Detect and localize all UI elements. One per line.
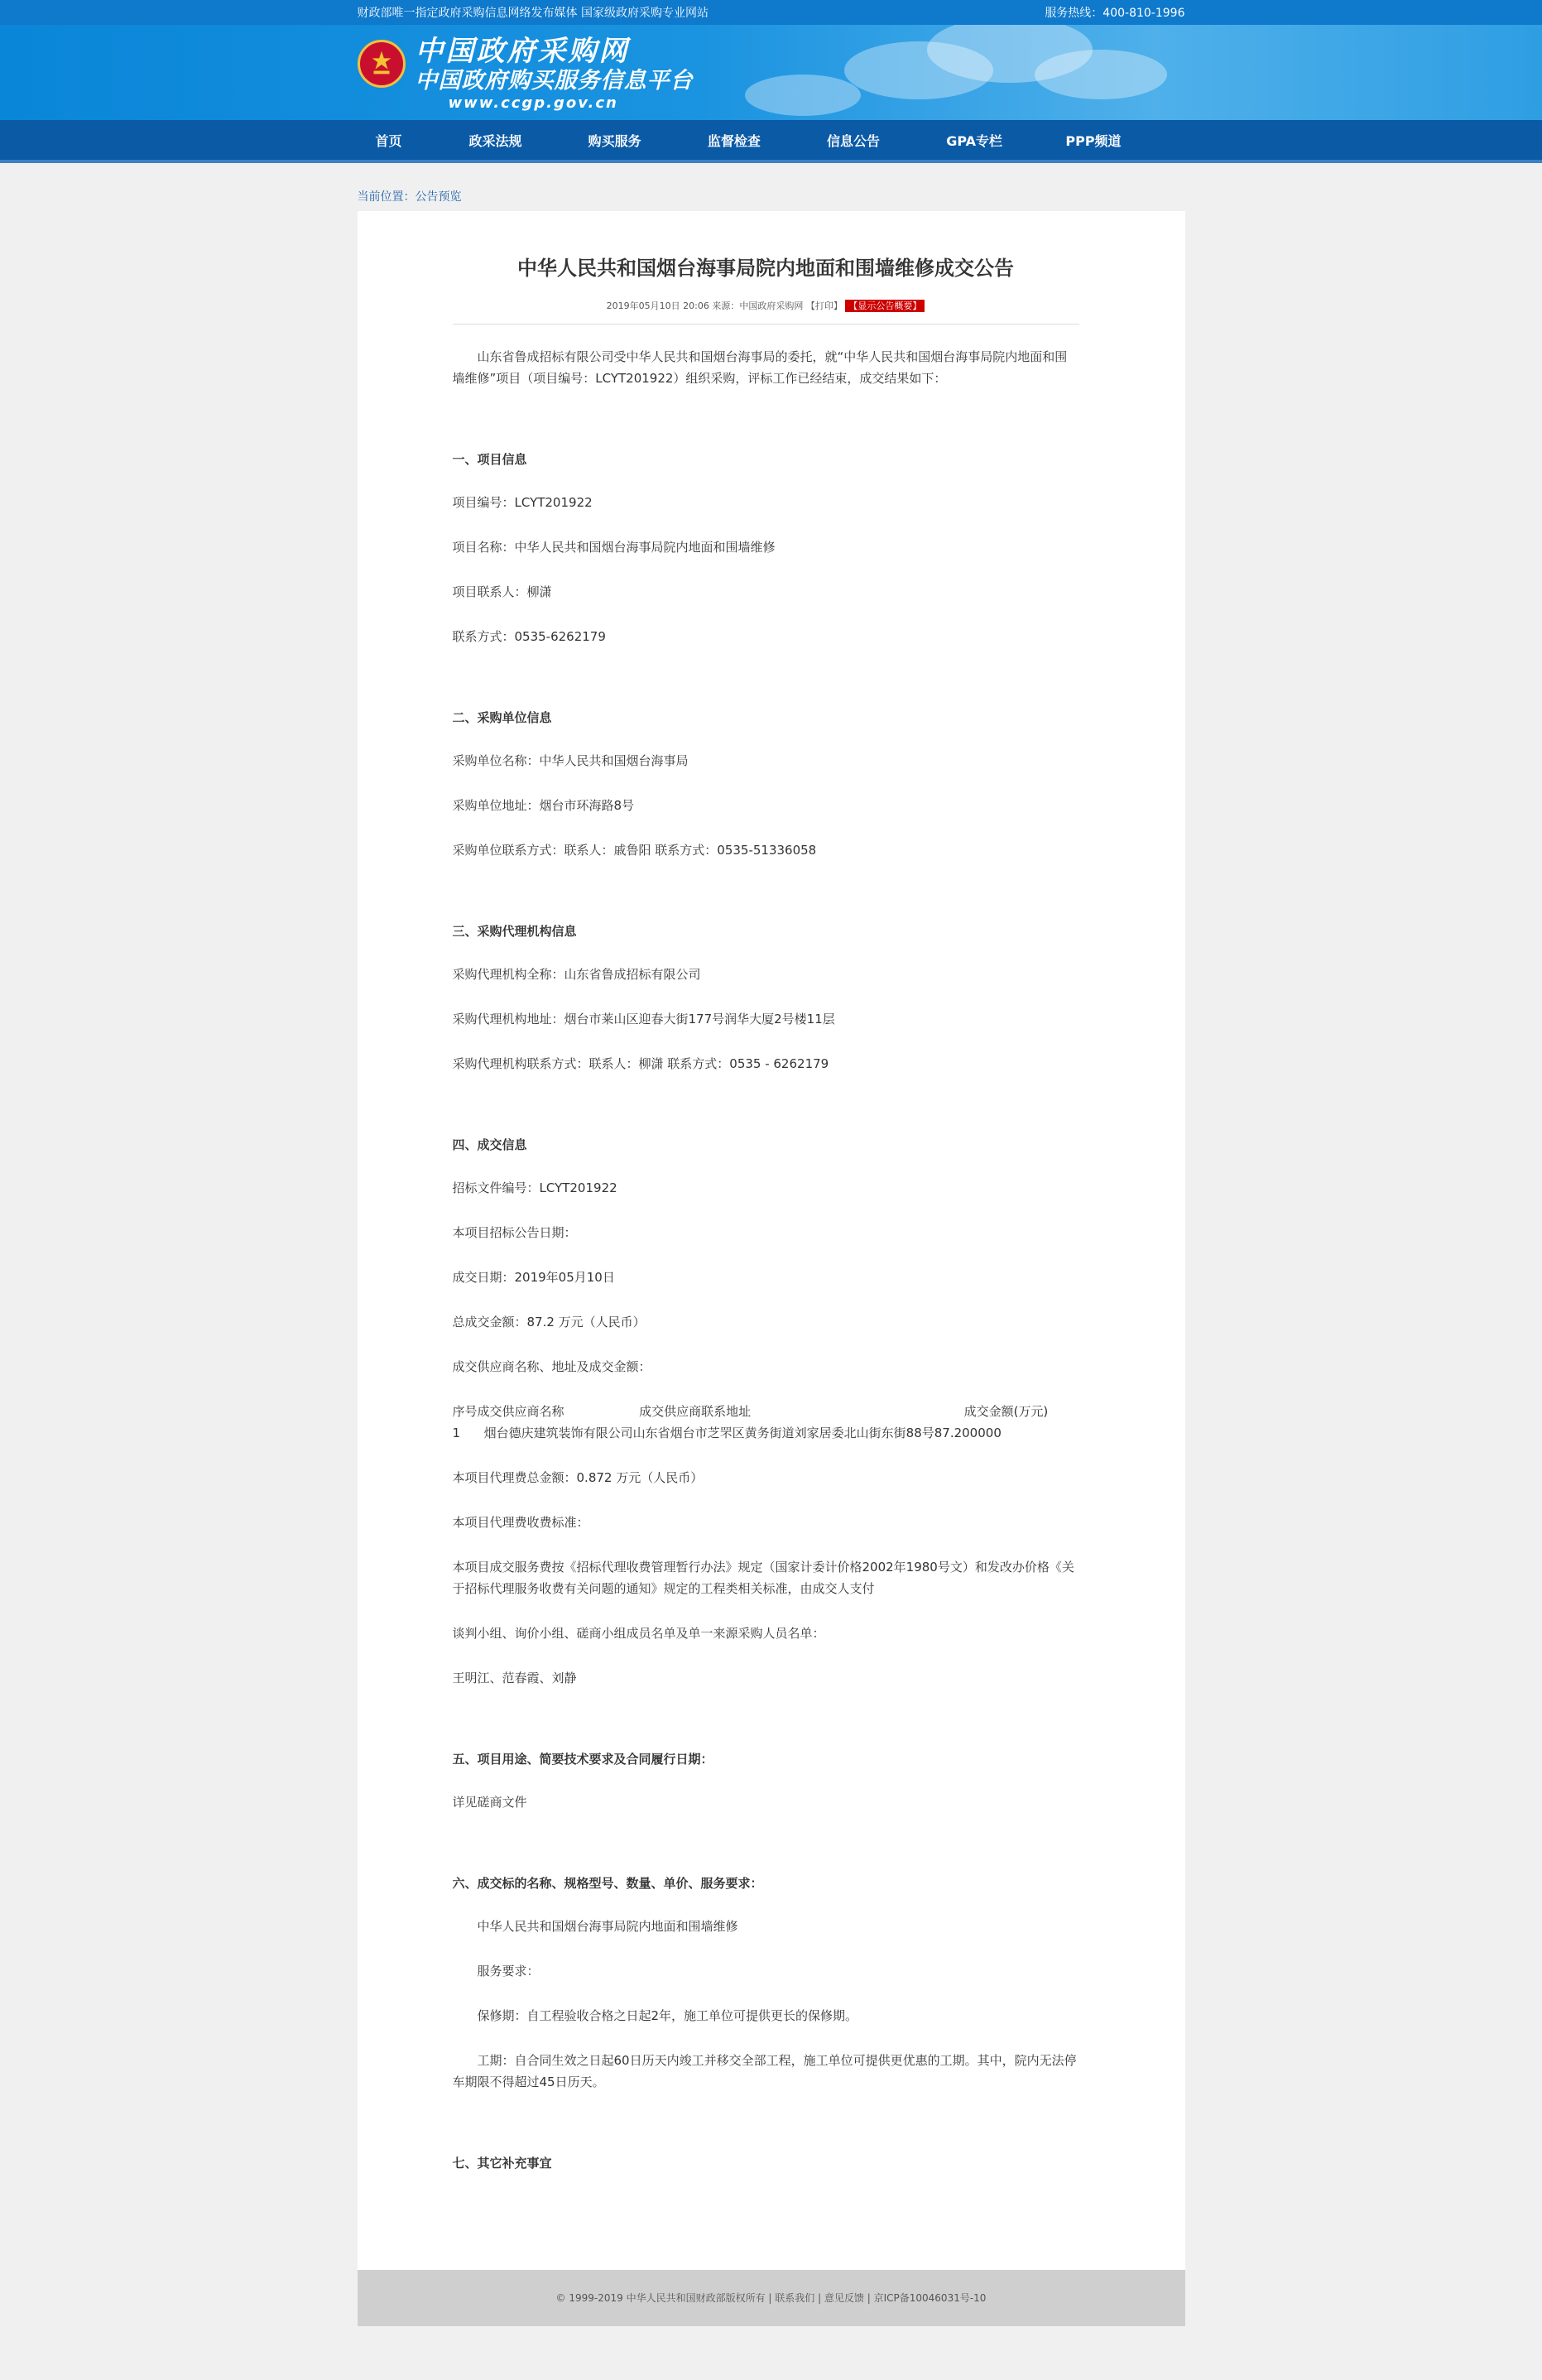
logo-title: 中国政府采购网 xyxy=(415,35,630,68)
body-line: 成交供应商名称、地址及成交金额： xyxy=(452,1359,651,1374)
body-line: 本项目成交服务费按《招标代理收费管理暂行办法》规定（国家计委计价格2002年1980号文）和发改办价格《关于招标代理服务收费有关问题的通知》规定的工程类相关标准，由成交人支付 xyxy=(452,1560,1074,1596)
national-emblem-icon[interactable] xyxy=(358,40,406,88)
article-title: 中华人民共和国烟台海事局院内地面和围墙维修成交公告 xyxy=(517,257,1014,280)
nav-item-regulations[interactable]: 政采法规 xyxy=(468,132,522,149)
body-line: 王明江、范春霞、刘静 xyxy=(452,1671,577,1685)
supplier-table-row: 1 烟台德庆建筑装饰有限公司山东省烟台市芝罘区黄务街道刘家居委北山街东街88号87.200000 xyxy=(452,1426,1002,1440)
body-line: 工期：自合同生效之日起60日历天内竣工并移交全部工程，施工单位可提供更优惠的工期。其中，院内无法停车期限不得超过45日历天。 xyxy=(452,2053,1077,2089)
footer: © 1999-2019 中华人民共和国财政部版权所有 | 联系我们 | 意见反馈 | 京ICP备10046031号-10 xyxy=(358,2270,1185,2326)
show-summary-button[interactable]: 【显示公告概要】 xyxy=(845,300,925,312)
body-line: 采购代理机构全称：山东省鲁成招标有限公司 xyxy=(452,967,701,982)
body-line: 采购单位名称：中华人民共和国烟台海事局 xyxy=(452,753,689,768)
site-logo[interactable] xyxy=(416,35,694,113)
nav-item-supervision[interactable]: 监督检查 xyxy=(707,132,761,149)
body-line: 本项目代理费收费标准： xyxy=(452,1515,589,1530)
section-title: 七、其它补充事宜 xyxy=(452,2156,552,2171)
section-title: 四、成交信息 xyxy=(452,1137,527,1152)
nav-item-home[interactable]: 首页 xyxy=(375,132,402,149)
print-link[interactable]: 【打印】 xyxy=(805,301,843,311)
body-line: 服务要求： xyxy=(477,1964,540,1979)
publish-info: 2019年05月10日 20:06 来源：中国政府采购网 xyxy=(606,301,804,311)
article-meta xyxy=(453,299,1079,325)
nav-item-announcements[interactable]: 信息公告 xyxy=(827,132,881,149)
body-line: 保修期：自工程验收合格之日起2年，施工单位可提供更长的保修期。 xyxy=(477,2008,858,2023)
body-line: 中华人民共和国烟台海事局院内地面和围墙维修 xyxy=(477,1919,738,1934)
body-line: 采购单位联系方式：联系人：戚鲁阳 联系方式：0535-51336058 xyxy=(452,843,817,858)
site-slogan: 财政部唯一指定政府采购信息网络发布媒体 国家级政府采购专业网站 xyxy=(357,7,709,20)
body-line: 采购代理机构联系方式：联系人：柳潇 联系方式：0535 - 6262179 xyxy=(452,1056,829,1071)
main-nav xyxy=(0,120,1542,163)
section-title: 五、项目用途、简要技术要求及合同履行日期： xyxy=(452,1752,713,1767)
service-hotline: 服务热线：400-810-1996 xyxy=(1045,7,1185,20)
nav-item-ppp[interactable]: PPP频道 xyxy=(1065,132,1122,149)
top-strip xyxy=(0,0,1542,25)
section-title: 六、成交标的名称、规格型号、数量、单价、服务要求： xyxy=(452,1876,763,1891)
body-line: 项目编号：LCYT201922 xyxy=(452,495,593,510)
nav-item-gpa[interactable]: GPA专栏 xyxy=(946,132,1002,149)
body-line: 本项目招标公告日期： xyxy=(452,1225,577,1240)
section-title: 二、采购单位信息 xyxy=(452,710,552,725)
logo-subtitle: 中国政府购买服务信息平台 xyxy=(415,68,694,94)
body-line: 项目联系人：柳潇 xyxy=(452,584,552,599)
body-line: 招标文件编号：LCYT201922 xyxy=(452,1180,617,1195)
article-card xyxy=(358,211,1185,2326)
breadcrumb: 当前位置：公告预览 xyxy=(357,190,462,204)
body-line: 谈判小组、询价小组、磋商小组成员名单及单一来源采购人员名单： xyxy=(452,1626,825,1641)
header-banner xyxy=(0,25,1542,120)
body-line: 采购代理机构地址：烟台市莱山区迎春大街177号润华大厦2号楼11层 xyxy=(452,1012,835,1027)
article-body xyxy=(453,346,1079,2174)
body-line: 总成交金额：87.2 万元（人民币） xyxy=(452,1315,646,1329)
section-title: 一、项目信息 xyxy=(452,452,527,467)
body-line: 成交日期：2019年05月10日 xyxy=(452,1270,615,1285)
body-line: 本项目代理费总金额：0.872 万元（人民币） xyxy=(452,1470,704,1485)
body-line: 采购单位地址：烟台市环海路8号 xyxy=(452,798,635,813)
intro-paragraph: 山东省鲁成招标有限公司受中华人民共和国烟台海事局的委托，就“中华人民共和国烟台海事局院内地面和围墙维修”项目（项目编号：LCYT201922）组织采购，评标工作已经结束，成交结果如下： xyxy=(452,349,1068,386)
supplier-table-header: 序号成交供应商名称 成交供应商联系地址 成交金额(万元) xyxy=(452,1404,1049,1419)
section-title: 三、采购代理机构信息 xyxy=(452,924,577,939)
logo-url: www.ccgp.gov.cn xyxy=(448,94,618,112)
body-line: 项目名称：中华人民共和国烟台海事局院内地面和围墙维修 xyxy=(452,540,776,555)
nav-item-purchase-services[interactable]: 购买服务 xyxy=(588,132,641,149)
body-line: 详见磋商文件 xyxy=(452,1795,527,1810)
body-line: 联系方式：0535-6262179 xyxy=(452,629,606,644)
